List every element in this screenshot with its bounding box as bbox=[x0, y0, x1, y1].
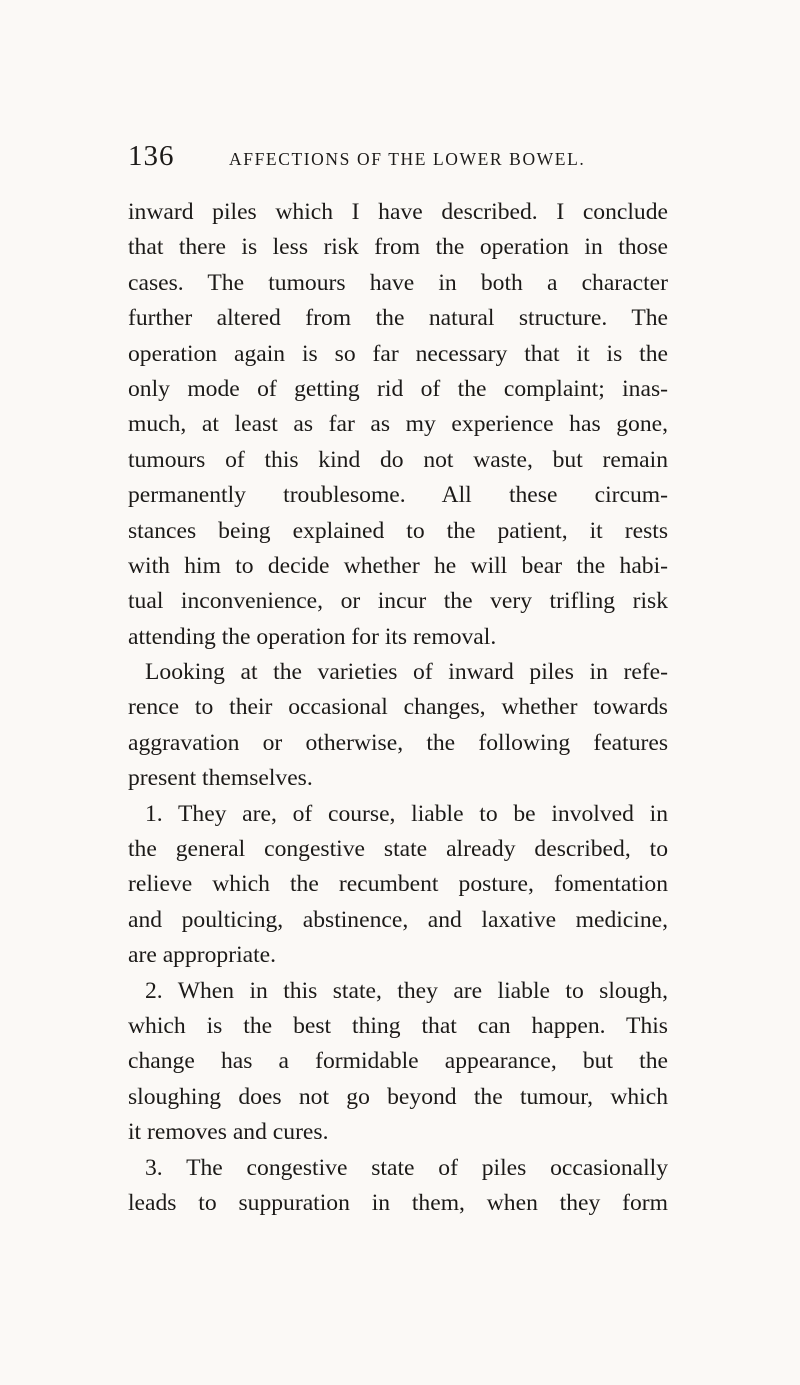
text-line: sloughing does not go beyond the tumour, which bbox=[128, 1083, 668, 1110]
text-line: the general congestive state already described, to bbox=[128, 836, 668, 863]
text-line: 2. When in this state, they are liable to slough, bbox=[145, 977, 668, 1004]
text-line: and poulticing, abstinence, and laxative medicine, bbox=[128, 906, 668, 933]
text-line: inward piles which I have described. I conclude bbox=[128, 199, 668, 225]
text-line: leads to suppuration in them, when they form bbox=[128, 1189, 668, 1216]
text-line: stances being explained to the patient, it rests bbox=[128, 517, 668, 544]
page-number: 136 bbox=[128, 140, 175, 172]
text-line: cases. The tumours have in both a character bbox=[128, 269, 668, 296]
running-head bbox=[128, 140, 668, 180]
text-line: tual inconvenience, or incur the very trifling risk bbox=[128, 588, 668, 615]
text-line: operation again is so far necessary that it is the bbox=[128, 340, 668, 367]
text-line: with him to decide whether he will bear the habi- bbox=[128, 552, 668, 579]
body-text bbox=[128, 195, 668, 1221]
running-title: AFFECTIONS OF THE LOWER BOWEL. bbox=[229, 149, 586, 169]
text-line: 1. They are, of course, liable to be involved in bbox=[145, 800, 668, 827]
text-line: only mode of getting rid of the complaint; inas- bbox=[128, 375, 668, 402]
text-line: further altered from the natural structure. The bbox=[128, 305, 668, 332]
text-line: change has a formidable appearance, but the bbox=[128, 1048, 668, 1075]
text-line: present themselves. bbox=[128, 765, 313, 792]
text-line: tumours of this kind do not waste, but remain bbox=[128, 446, 668, 473]
text-line: it removes and cures. bbox=[128, 1119, 329, 1146]
text-line: 3. The congestive state of piles occasionally bbox=[145, 1154, 668, 1181]
text-line: aggravation or otherwise, the following features bbox=[128, 729, 668, 756]
text-line: rence to their occasional changes, whether towards bbox=[128, 694, 668, 721]
text-line: Looking at the varieties of inward piles in refe- bbox=[145, 659, 668, 686]
text-line: attending the operation for its removal. bbox=[128, 623, 497, 650]
text-line: relieve which the recumbent posture, fomentation bbox=[128, 871, 668, 898]
text-line: are appropriate. bbox=[128, 942, 277, 969]
text-line: which is the best thing that can happen. This bbox=[128, 1012, 668, 1039]
text-line: much, at least as far as my experience has gone, bbox=[128, 411, 668, 438]
text-line: permanently troublesome. All these circum- bbox=[128, 482, 668, 509]
text-line: that there is less risk from the operation in those bbox=[128, 234, 668, 261]
